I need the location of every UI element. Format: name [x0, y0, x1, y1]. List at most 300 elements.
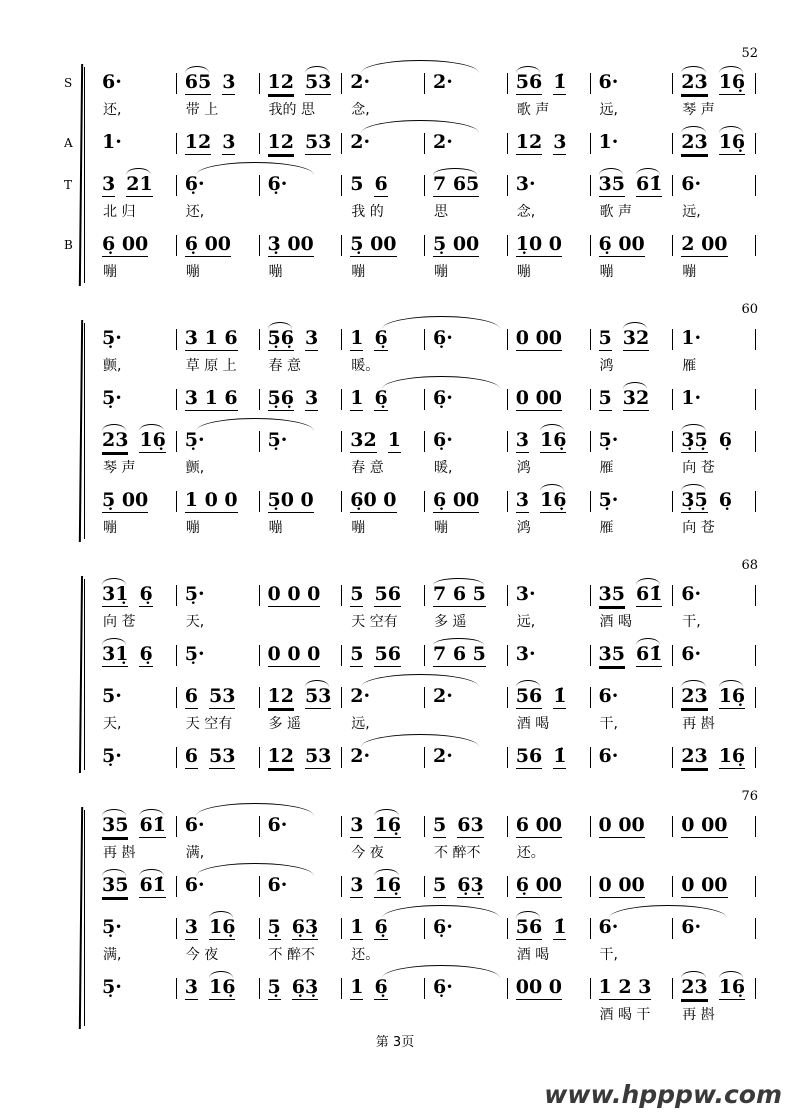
lyric-text [433, 1001, 501, 1026]
measure [94, 166, 177, 223]
note-group: 35 [598, 643, 625, 665]
measure-notes [516, 738, 584, 770]
note-group: 0 0 0 [267, 643, 321, 665]
note-group: 0 00 [515, 387, 563, 409]
lyric-text: 雁 [599, 520, 614, 536]
measure [94, 969, 177, 1026]
lyric-text: 嘣 [516, 264, 531, 280]
note-group: 23 [681, 976, 708, 998]
lyric-text [268, 1001, 336, 1026]
measure [425, 320, 508, 377]
lyric-text: 嘣 [351, 520, 366, 536]
note-group: 5̣ 00 [102, 489, 149, 511]
note-group: 56 [515, 685, 543, 707]
lyric-text: 向 苍 [103, 614, 136, 630]
measure-notes [516, 636, 584, 668]
measure [94, 226, 177, 283]
note-group: 6 [184, 685, 198, 707]
note-group: 3 [515, 489, 529, 511]
measure [260, 636, 343, 668]
measure [177, 807, 260, 864]
note-group: 12 [515, 131, 543, 153]
note-group: 5̣0 0 [267, 489, 314, 511]
note-group: 65 [184, 71, 212, 93]
note-group: 6̣ [374, 916, 388, 938]
measure [673, 636, 756, 668]
measure [94, 482, 177, 539]
voice-label-column [64, 64, 80, 286]
notes-row [94, 867, 756, 899]
measure [508, 678, 591, 735]
lyric-text: 今 夜 [185, 947, 219, 963]
voice-label-column [64, 320, 80, 542]
measure-notes [599, 320, 667, 352]
note-group: 3 [304, 327, 319, 349]
measure [342, 909, 425, 966]
note-group: 1̇ [553, 685, 567, 707]
measure [673, 64, 756, 121]
note-group: 3 [553, 131, 567, 153]
note-group: 23 [681, 131, 708, 153]
note-group: 12 [267, 745, 294, 767]
note-group: 6̣· [184, 173, 205, 195]
note-group: 0 0 0 [267, 583, 321, 605]
note-group: 5̣ [267, 976, 281, 998]
lyric-text [433, 352, 501, 377]
note-group: 6· [267, 814, 288, 836]
system-rows [94, 789, 758, 1029]
measure-notes [681, 807, 749, 839]
measure [260, 867, 343, 899]
note-group: 1· [681, 387, 702, 409]
system-bracket [80, 576, 86, 773]
note-group: 61̇ [139, 814, 166, 836]
lyric-text [102, 1001, 170, 1026]
lyric-text: 歌 声 [599, 204, 632, 220]
measure [342, 166, 425, 223]
lyric-text: 草 原 上 [185, 358, 237, 374]
measure [94, 738, 177, 770]
measure-notes [268, 969, 336, 1001]
note-group: 6̣ [139, 643, 153, 665]
measure-notes [268, 320, 336, 352]
note-group: 56 [374, 643, 401, 665]
measure-notes [268, 678, 336, 710]
measure [508, 124, 591, 156]
note-group: 5̣· [102, 745, 122, 767]
lyric-text: 嘣 [268, 264, 283, 280]
measure-notes [681, 380, 749, 412]
note-group: 16̣ [374, 814, 401, 836]
measure [591, 482, 674, 539]
measure [508, 64, 591, 121]
measure [508, 482, 591, 539]
measure-notes [433, 738, 501, 770]
note-group: 0 00 [681, 814, 728, 836]
lyric-text: 天, [103, 716, 122, 732]
measure-notes [102, 867, 170, 899]
lyric-text: 嘣 [599, 264, 614, 280]
note-group: 53 [208, 685, 236, 707]
note-group: 12 [267, 71, 294, 93]
measure [260, 320, 343, 377]
measure-notes [599, 166, 667, 198]
note-group: 6· [681, 643, 702, 665]
notes-row [94, 909, 756, 966]
lyric-text: 还。 [516, 845, 545, 861]
measure [177, 909, 260, 966]
measure-notes [350, 422, 418, 454]
lyric-text: 嘣 [185, 264, 200, 280]
measure-notes [350, 166, 418, 198]
measure-notes [350, 738, 418, 770]
measure-notes [350, 909, 418, 941]
note-group: 6· [598, 71, 619, 93]
measure-notes [599, 909, 667, 941]
measure-notes [516, 64, 584, 96]
notes-row [94, 320, 756, 377]
measure-notes [268, 909, 336, 941]
measure-notes [433, 576, 501, 608]
note-group: 56 [515, 71, 543, 93]
note-group: 53 [304, 71, 332, 93]
note-group: 2 00 [681, 233, 728, 255]
measure [260, 226, 343, 283]
measure-notes [433, 807, 501, 839]
note-group: 5· [102, 685, 122, 707]
note-group: 5̣ 00 [433, 233, 480, 255]
voice-label-column [64, 807, 80, 1029]
system [64, 302, 758, 542]
measure [673, 576, 756, 633]
measure-notes [681, 738, 749, 770]
measure-notes [681, 969, 749, 1001]
measure [591, 738, 674, 770]
notes-row [94, 482, 756, 539]
lyric-text: 远, [682, 204, 701, 220]
lyric-text: 北 归 [103, 204, 136, 220]
note-group: 5 [598, 327, 612, 349]
note-group: 7 6 5 [433, 643, 486, 665]
lyric-text: 还, [103, 102, 122, 118]
measure-notes [268, 738, 336, 770]
note-group: 1 [387, 429, 401, 451]
lyric-text [185, 1001, 253, 1026]
measure-notes [185, 422, 253, 454]
note-group: 5 [350, 173, 364, 195]
note-group: 6̣ [139, 583, 153, 605]
measure [94, 320, 177, 377]
measure [508, 422, 591, 479]
note-group: 6̣ [374, 976, 388, 998]
system-rows [94, 558, 758, 773]
measure [425, 738, 508, 770]
voice-row-A [94, 124, 756, 156]
lyric-text [516, 352, 584, 377]
voice-label-S: S [64, 76, 73, 90]
measure [425, 482, 508, 539]
note-group: 0 00 [515, 327, 563, 349]
lyric-text: 酒 喝 [516, 716, 550, 732]
measure-notes [599, 124, 667, 156]
measure [342, 678, 425, 735]
voice-row-S [94, 576, 756, 633]
measure [425, 64, 508, 121]
note-group: 35 [598, 173, 625, 195]
measure [342, 738, 425, 770]
lyric-text: 天, [185, 614, 205, 630]
measure-notes [102, 166, 170, 198]
note-group: 6̣3̣ [457, 874, 484, 896]
measure-notes [433, 320, 501, 352]
note-group: 12 [267, 685, 294, 707]
lyric-text: 琴 声 [103, 460, 136, 476]
score [64, 46, 758, 1029]
system-bracket [80, 807, 86, 1029]
measure [260, 738, 343, 770]
note-group: 53 [304, 685, 332, 707]
lyric-text [516, 1001, 584, 1026]
lyric-text: 远, [599, 102, 618, 118]
note-group: 1· [598, 131, 619, 153]
measure [508, 738, 591, 770]
measure-notes [433, 380, 501, 412]
lyric-text [350, 1001, 418, 1026]
note-group: 7 65 [433, 173, 480, 195]
measure-notes [185, 320, 253, 352]
measure-notes [433, 124, 501, 156]
note-group: 5̣6̣ [267, 327, 294, 349]
note-group: 6̣3̣ [291, 976, 319, 998]
lyric-text [599, 839, 667, 864]
measure [673, 320, 756, 377]
measure-notes [268, 166, 336, 198]
measure [508, 969, 591, 1026]
measure-notes [433, 909, 501, 941]
system [64, 46, 758, 286]
measure [591, 867, 674, 899]
measure-notes [268, 636, 336, 668]
measure-notes [268, 380, 336, 412]
note-group: 61̇ [635, 173, 663, 195]
measure-notes [599, 226, 667, 258]
lyric-text: 再 斟 [682, 1007, 715, 1023]
measure [260, 380, 343, 412]
lyric-text: 不 醉不 [434, 845, 481, 861]
note-group: 35 [102, 874, 129, 896]
note-group: 1̇ [553, 745, 567, 767]
system-bracket [80, 320, 86, 542]
note-group: 6 00 [515, 814, 563, 836]
lyric-text: 我 的 [351, 204, 384, 220]
measure-notes [433, 166, 501, 198]
note-group: 2· [350, 131, 371, 153]
note-group: 3 [350, 874, 364, 896]
measure [342, 807, 425, 864]
note-group: 16̣ [374, 874, 401, 896]
note-group: 5̣· [598, 429, 619, 451]
measure [94, 678, 177, 735]
measure-notes [268, 422, 336, 454]
measure-notes [681, 678, 749, 710]
measure [94, 64, 177, 121]
measure-notes [102, 678, 170, 710]
measure-notes [516, 807, 584, 839]
lyric-text: 颤, [185, 460, 205, 476]
note-group: 5̣· [598, 489, 619, 511]
measure [673, 969, 756, 1026]
lyric-text: 鸿 [599, 358, 614, 374]
lyric-text: 不 醉不 [268, 947, 315, 963]
note-group: 6̣3̣ [291, 916, 319, 938]
measure [673, 166, 756, 223]
system-rows [94, 46, 758, 286]
voice-row-S [94, 64, 756, 121]
notes-row [94, 807, 756, 864]
note-group: 12 [184, 131, 212, 153]
measure-notes [516, 909, 584, 941]
measure-notes [599, 64, 667, 96]
lyric-text: 向 苍 [682, 520, 715, 536]
note-group: 6· [102, 71, 122, 93]
measure [508, 909, 591, 966]
note-group: 5̣· [102, 387, 122, 409]
note-group: 3 [515, 429, 529, 451]
measure-notes [516, 576, 584, 608]
measure [177, 576, 260, 633]
measure [177, 969, 260, 1026]
voice-row-T [94, 166, 756, 223]
measure-notes [350, 320, 418, 352]
measure-notes [185, 909, 253, 941]
measure [177, 380, 260, 412]
measure-notes [516, 867, 584, 899]
measure-notes [599, 738, 667, 770]
notes-row [94, 124, 756, 156]
note-group: 3· [515, 643, 536, 665]
measure-notes [268, 807, 336, 839]
note-group: 2· [433, 131, 453, 153]
measure [260, 64, 343, 121]
notes-row [94, 678, 756, 735]
measure [508, 320, 591, 377]
note-group: 6̣· [433, 387, 453, 409]
measure-notes [185, 738, 253, 770]
note-group: 6̣ 00 [433, 489, 480, 511]
measure [260, 422, 343, 479]
lyric-text: 嘣 [103, 520, 117, 536]
measure-notes [350, 678, 418, 710]
note-group: 32 [350, 429, 377, 451]
note-group: 1̣0 0 [515, 233, 563, 255]
lyric-text [681, 839, 749, 864]
measure [177, 482, 260, 539]
note-group: 3 [102, 173, 116, 195]
note-group: 23 [681, 745, 708, 767]
measure-notes [185, 636, 253, 668]
note-group: 2· [433, 685, 453, 707]
measure-notes [102, 636, 170, 668]
measure-notes [350, 226, 418, 258]
measure-notes [599, 807, 667, 839]
measure-notes [433, 867, 501, 899]
measure [425, 380, 508, 412]
measure-notes [185, 969, 253, 1001]
note-group: 1 2 3 [598, 976, 652, 998]
measure-notes [599, 678, 667, 710]
lyric-text: 琴 声 [682, 102, 715, 118]
note-group: 5̣ [267, 916, 281, 938]
voice-label-column [64, 576, 80, 773]
measure-notes [681, 166, 749, 198]
measure [673, 807, 756, 864]
measure-notes [185, 807, 253, 839]
lyric-text: 满, [185, 845, 205, 861]
note-group: 6̣ [718, 489, 732, 511]
note-group: 3̣5̣ [681, 429, 708, 451]
measure [508, 867, 591, 899]
note-group: 31̣ [102, 643, 129, 665]
measure [177, 226, 260, 283]
lyric-text [681, 941, 749, 966]
note-group: 16̣ [718, 71, 746, 93]
measure-notes [102, 738, 170, 770]
note-group: 16̣ [718, 685, 746, 707]
lyric-text: 春 意 [351, 460, 384, 476]
note-group: 0 00 [681, 874, 728, 896]
note-group: 23 [681, 71, 708, 93]
system [64, 789, 758, 1029]
note-group: 6̣ 00 [184, 233, 232, 255]
measure-notes [350, 64, 418, 96]
system-bracket [80, 64, 86, 286]
measure-notes [102, 64, 170, 96]
lyric-text [433, 96, 501, 121]
measure [591, 422, 674, 479]
watermark: www.hpppw.com [544, 1080, 782, 1109]
notes-row [94, 636, 756, 668]
measure [673, 909, 756, 966]
voice-row-T [94, 909, 756, 966]
measure [177, 124, 260, 156]
measure-notes [516, 678, 584, 710]
measure [260, 124, 343, 156]
note-group: 6 [184, 745, 198, 767]
note-group: 3 1 6 [184, 327, 238, 349]
measure-notes [102, 807, 170, 839]
note-group: 3̣5̣ [681, 489, 708, 511]
measure [260, 909, 343, 966]
note-group: 61̇ [139, 874, 166, 896]
measure [94, 909, 177, 966]
note-group: 00 0 [515, 976, 563, 998]
note-group: 1̇ [553, 916, 567, 938]
note-group: 5̣· [184, 429, 205, 451]
measure [425, 636, 508, 668]
lyric-text: 今 夜 [351, 845, 384, 861]
measure-notes [599, 867, 667, 899]
measure-number: 76 [741, 789, 758, 804]
measure-notes [433, 64, 501, 96]
measure [591, 576, 674, 633]
lyric-text: 暖, [434, 460, 453, 476]
measure [425, 807, 508, 864]
measure-notes [268, 867, 336, 899]
measure-notes [102, 482, 170, 514]
measure-notes [350, 867, 418, 899]
measure-notes [350, 807, 418, 839]
lyric-text: 颤, [103, 358, 122, 374]
